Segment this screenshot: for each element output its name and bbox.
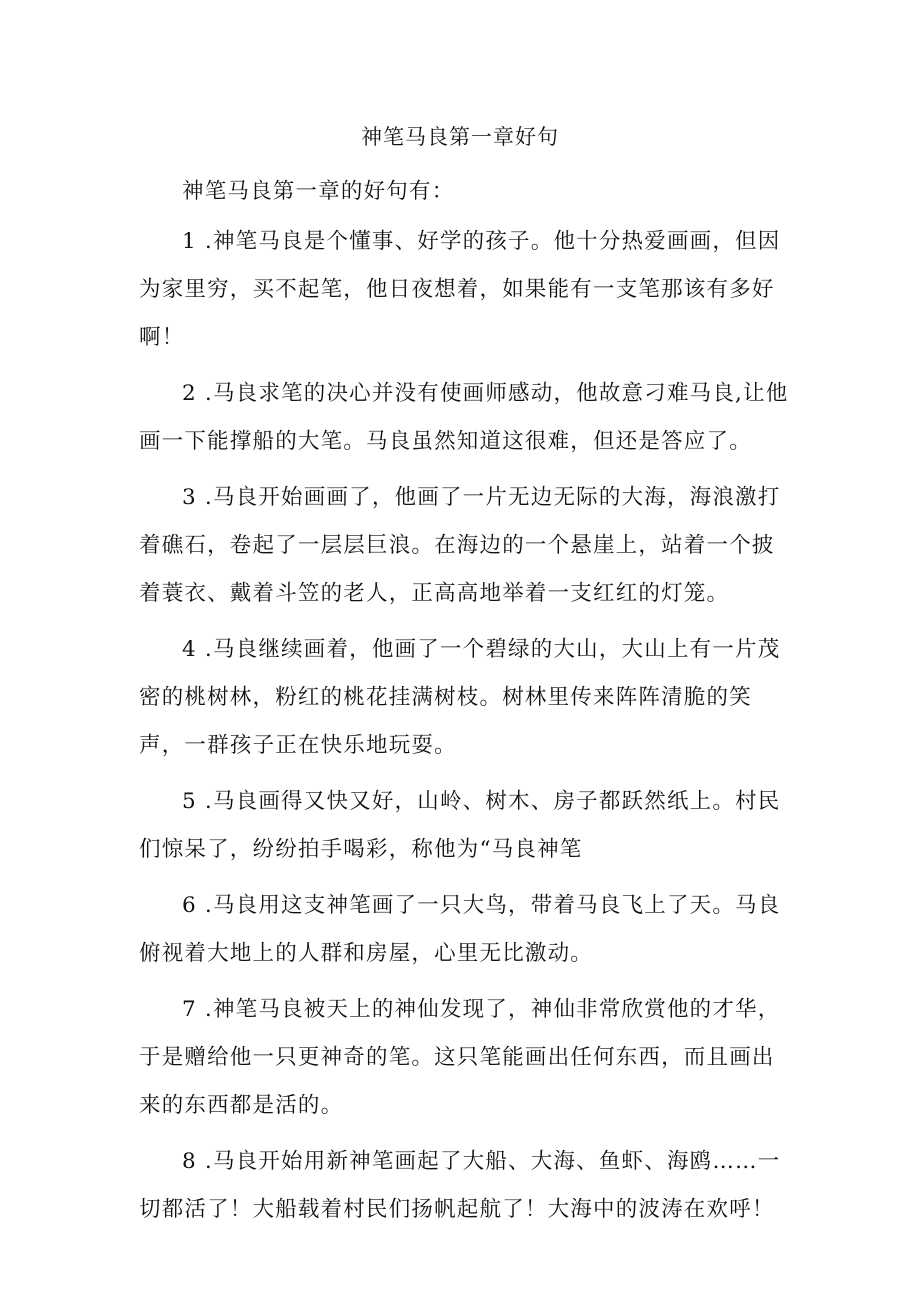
sentence-item-6: 6 .马良用这支神笔画了一只大鸟，带着马良飞上了天。马良俯视着大地上的人群和房屋，心里无比激动。 [139,893,781,966]
sentence-item-8: 8 .马良开始用新神笔画起了大船、大海、鱼虾、海鸥……一切都活了！大船载着村民们扬帆起航了！大海中的波涛在欢呼！ [139,1149,781,1222]
sentence-item-4: 4 .马良继续画着，他画了一个碧绿的大山，大山上有一片茂密的桃树林，粉红的桃花挂满树枝。树林里传来阵阵清脆的笑声，一群孩子正在快乐地玩耍。 [139,637,781,758]
sentence-item-3: 3 .马良开始画画了，他画了一片无边无际的大海，海浪激打着礁石，卷起了一层层巨浪。在海边的一个悬崖上，站着一个披着蓑衣、戴着斗笠的老人，正高高地举着一支红红的灯笼。 [139,485,781,606]
sentence-item-7: 7 .神笔马良被天上的神仙发现了，神仙非常欣赏他的才华，于是赠给他一只更神奇的笔。这只笔能画出任何东西，而且画出来的东西都是活的。 [139,997,781,1118]
intro-paragraph: 神笔马良第一章的好句有： [182,179,455,204]
document-title: 神笔马良第一章好句 [361,125,559,149]
sentence-item-2: 2 .马良求笔的决心并没有使画师感动，他故意刁难马良,让他画一下能撑船的大笔。马良虽然知道这很难，但还是答应了。 [139,381,789,454]
document-body [139,168,795,1242]
sentence-item-1: 1 .神笔马良是个懂事、好学的孩子。他十分热爱画画，但因为家里穷，买不起笔，他日夜想着，如果能有一支笔那该有多好啊！ [139,229,781,350]
sentence-item-5: 5 .马良画得又快又好，山岭、树木、房子都跃然纸上。村民们惊呆了，纷纷拍手喝彩，称他为“马良神笔 [139,789,781,862]
